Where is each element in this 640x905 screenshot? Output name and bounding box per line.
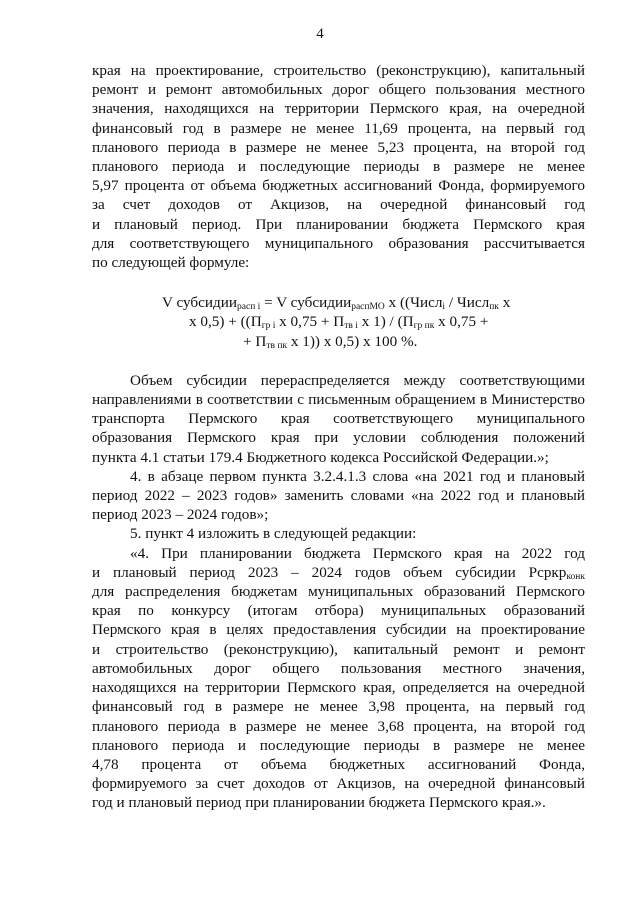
paragraph-4 [92,524,585,543]
text-line: транспорта Пермского края соответствующего муниципального [92,410,585,428]
text-line: планового периода в размере не менее 3,68 процента, на второй год [92,717,585,735]
document-body [92,61,585,813]
text-line: год и плановый период при планировании бюджета Пермского края.». [92,794,546,812]
text-subscript: конк [566,571,585,582]
text-line: формируемого за счет доходов от Акцизов, на очередной финансовый [92,775,585,793]
text-line: планового периода и последующие периоды в размере не менее [92,736,585,754]
paragraph-1 [92,61,585,272]
text-line: для соответствующего муниципального образования рассчитывается [92,234,585,252]
text-line: края на проектирование, строительство (реконструкцию), капитальный [92,62,585,79]
formula-line-2 [92,312,585,331]
paragraph-3 [92,467,585,525]
formula-part: + П [243,332,267,350]
text-line: финансовый год в размере не менее 3,98 процента, на первый год [92,698,585,716]
formula-part: x 0,75 + П [275,313,345,331]
formula-subscript: i [442,302,446,313]
formula-part: V субсидии [162,294,238,312]
formula-subscript: пк [489,302,499,313]
text-line: планового периода и последующие периоды в размере не менее [92,158,585,176]
text-line: 4. в абзаце первом пункта 3.2.4.1.3 слова «на 2021 год и плановый [130,467,585,485]
text-line: финансовый год в размере не менее 11,69 процента, на первый год [92,119,585,137]
formula-line-1 [92,293,585,312]
subsidy-formula [92,293,585,351]
formula-subscript: гр пк [413,321,435,332]
formula-part: x 0,5) + ((П [189,313,262,331]
formula-part: / Числ [445,294,490,312]
text-line: значения, находящихся на территории Пермского края, на очередной [92,100,585,118]
formula-subscript: гр i [261,321,276,332]
text-line: для распределения бюджетам муниципальных образований Пермского [92,583,585,601]
text-line: и строительство (реконструкцию), капитальный ремонт и ремонт [92,640,585,658]
text-line: период 2023 – 2024 годов»; [92,506,269,524]
text-part: и плановый период 2023 – 2024 годов объем субсидии Рсркр [92,563,567,581]
text-line: Объем субсидии перераспределяется между соответствующими [130,371,585,389]
paragraph-5 [92,544,585,813]
text-line: 5,97 процента от объема бюджетных ассигнований Фонда, формируемого [92,177,585,195]
formula-line-3 [92,332,585,351]
text-line: за счет доходов от Акцизов, на очередной финансовый год [92,196,585,214]
text-line: автомобильных дорог общего пользования местного значения, [92,659,585,677]
text-line: «4. При планировании бюджета Пермского края на 2022 год [130,544,585,562]
text-line: края по конкурсу (итогам отбора) муниципальных образований [92,602,585,620]
formula-subscript: расп i [237,302,261,313]
text-line [92,563,585,582]
page-number: 4 [316,26,324,42]
text-line: направлениями в соответствии с письменным обращением в Министерство [92,391,585,409]
text-line: по следующей формуле: [92,254,250,272]
formula-part: x ((Числ [384,294,443,312]
formula-part: x 1)) x 0,5) x 100 %. [287,332,418,350]
paragraph-2 [92,371,585,467]
text-line: пункта 4.1 статьи 179.4 Бюджетного кодекса Российской Федерации.»; [92,448,549,466]
formula-part: x 0,75 + [434,313,489,331]
formula-part: x [498,294,511,312]
formula-subscript: тв i [344,321,358,332]
text-line: образования Пермского края при условии соблюдения положений [92,429,585,447]
formula-subscript: тв пк [266,340,288,351]
formula-subscript: распМО [351,302,385,313]
formula-part: x 1) / (П [357,313,414,331]
text-line: период 2022 – 2023 годов» заменить словами «на 2022 год и плановый [92,487,585,505]
text-line: и плановый период. При планировании бюджета Пермского края [92,215,585,233]
text-line: 5. пункт 4 изложить в следующей редакции: [130,525,417,543]
text-line: 4,78 процента от объема бюджетных ассигнований Фонда, [92,755,585,773]
text-line: Пермского края в целях предоставления субсидии на проектирование [92,621,585,639]
text-line: ремонт и ремонт автомобильных дорог общего пользования местного [92,81,585,99]
text-line: находящихся на территории Пермского края, определяется на очередной [92,679,585,697]
text-line: планового периода в размере не менее 5,23 процента, на второй год [92,138,585,156]
formula-part: = V субсидии [260,294,352,312]
